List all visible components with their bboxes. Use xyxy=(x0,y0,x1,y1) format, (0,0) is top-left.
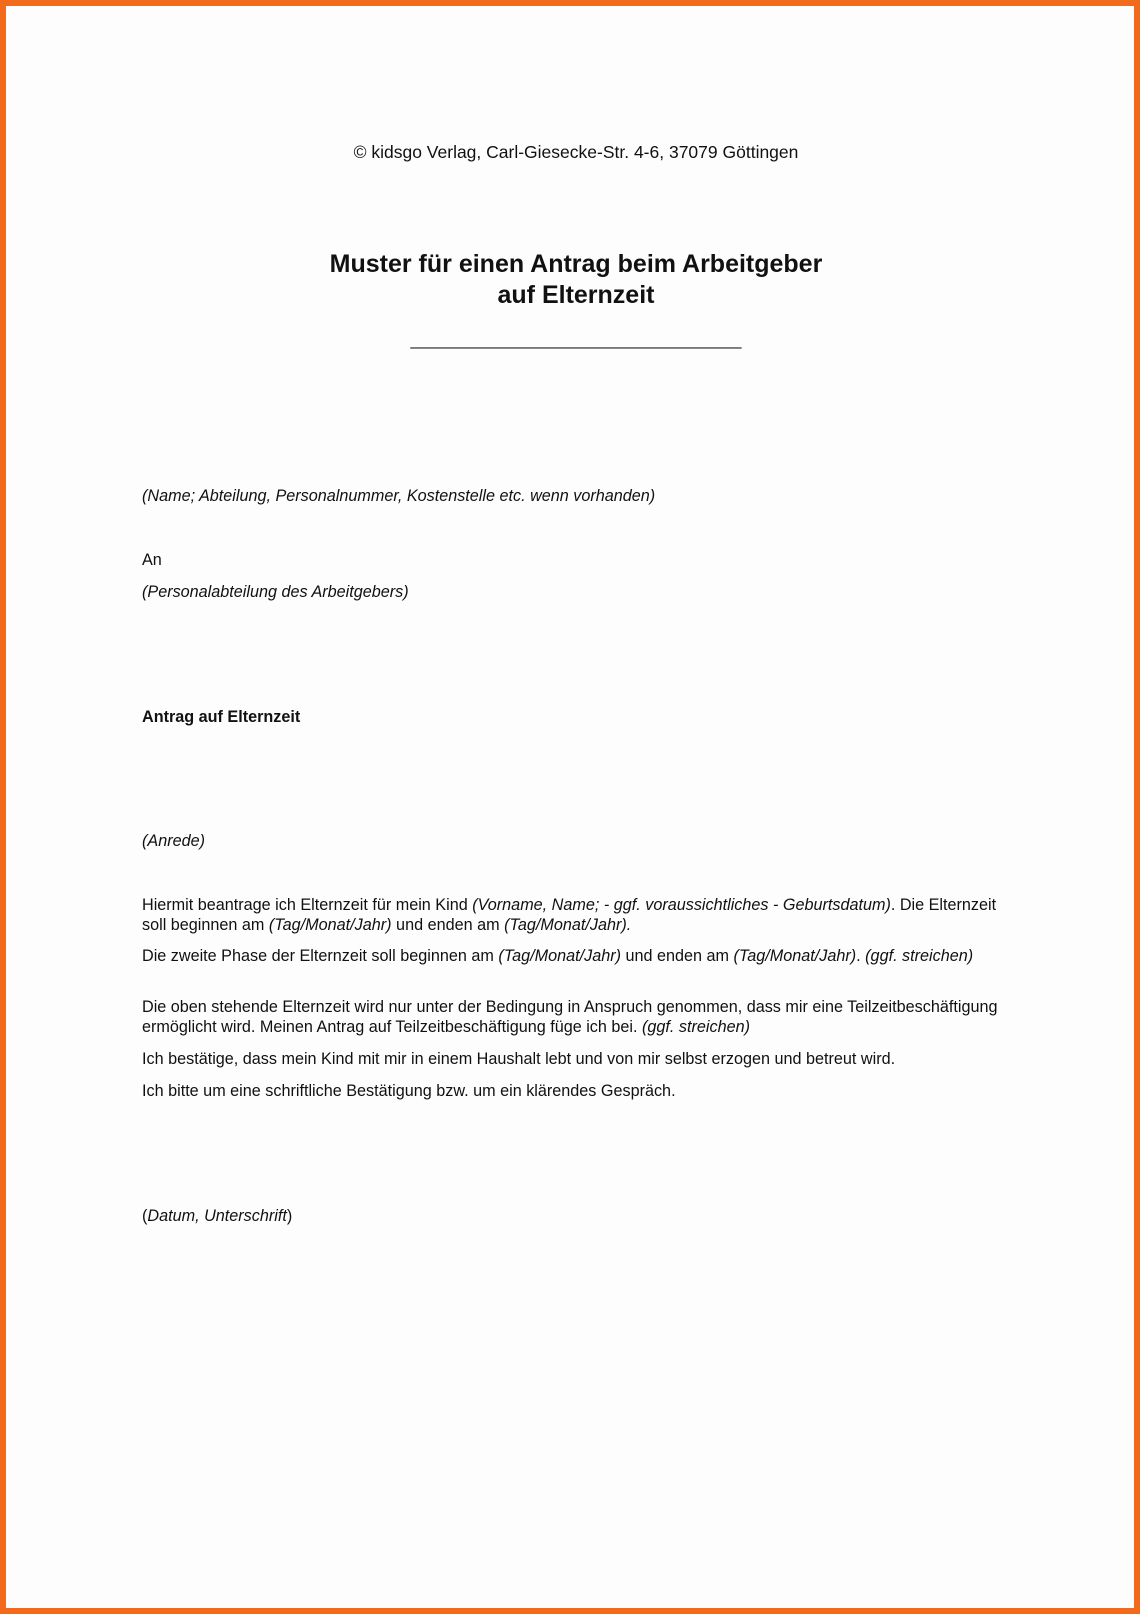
p1-text-c: . Die Elternzeit soll beginnen am xyxy=(142,896,997,934)
p2-text-c: und enden am xyxy=(621,947,734,965)
title-line-1: Muster für einen Antrag beim Arbeitgeber xyxy=(329,250,823,278)
p2-text-e: . xyxy=(856,947,866,965)
recipient-placeholder: (Personalabteilung des Arbeitgebers) xyxy=(142,583,409,601)
p1-placeholder-child: (Vorname, Name; - ggf. voraussichtliches - Geburtsdatum) xyxy=(472,896,891,914)
p3-text-a: Die oben stehende Elternzeit wird nur unter der Bedingung in Anspruch genommen, dass mir eine Teilzeitbeschäftigung ermöglicht wird. Meinen Antrag auf Teilzeitbeschäftigung füge ich bei. xyxy=(142,998,998,1036)
body-paragraph-5: Ich bitte um eine schriftliche Bestätigung bzw. um ein klärendes Gespräch. xyxy=(142,1082,676,1100)
body-paragraph-3 xyxy=(142,997,1012,1037)
body-paragraph-4: Ich bestätige, dass mein Kind mit mir in einem Haushalt lebt und von mir selbst erzogen und betreut wird. xyxy=(142,1050,896,1068)
p1-placeholder-end: (Tag/Monat/Jahr). xyxy=(504,916,632,934)
p2-text-a: Die zweite Phase der Elternzeit soll beginnen am xyxy=(142,947,499,965)
document-title xyxy=(6,249,1140,311)
recipient-to: An xyxy=(142,551,162,569)
subject-line: Antrag auf Elternzeit xyxy=(142,708,301,726)
signature-close: ) xyxy=(286,1207,293,1225)
body-paragraph-2 xyxy=(142,946,1012,966)
p2-placeholder-start: (Tag/Monat/Jahr) xyxy=(498,947,621,965)
p1-text-a: Hiermit beantrage ich Elternzeit für mein Kind xyxy=(142,896,473,914)
p3-optional-note: (ggf. streichen) xyxy=(642,1018,750,1036)
p1-text-e: und enden am xyxy=(391,916,505,934)
signature-placeholder: Datum, Unterschrift xyxy=(147,1207,287,1225)
p2-optional-note: (ggf. streichen) xyxy=(865,947,974,965)
salutation: (Anrede) xyxy=(142,832,205,850)
body-paragraph-1 xyxy=(142,895,1012,935)
title-rule: ___________________________________ xyxy=(410,330,742,349)
signature-line xyxy=(142,1206,1012,1226)
p2-placeholder-end: (Tag/Monat/Jahr) xyxy=(733,947,857,965)
title-line-2: auf Elternzeit xyxy=(497,281,655,309)
copyright-line: © kidsgo Verlag, Carl-Giesecke-Str. 4-6, 37079 Göttingen xyxy=(353,142,799,162)
sender-placeholder: (Name; Abteilung, Personalnummer, Kostenstelle etc. wenn vorhanden) xyxy=(142,487,656,505)
p1-placeholder-start: (Tag/Monat/Jahr) xyxy=(268,916,392,934)
signature-open: ( xyxy=(142,1207,148,1225)
